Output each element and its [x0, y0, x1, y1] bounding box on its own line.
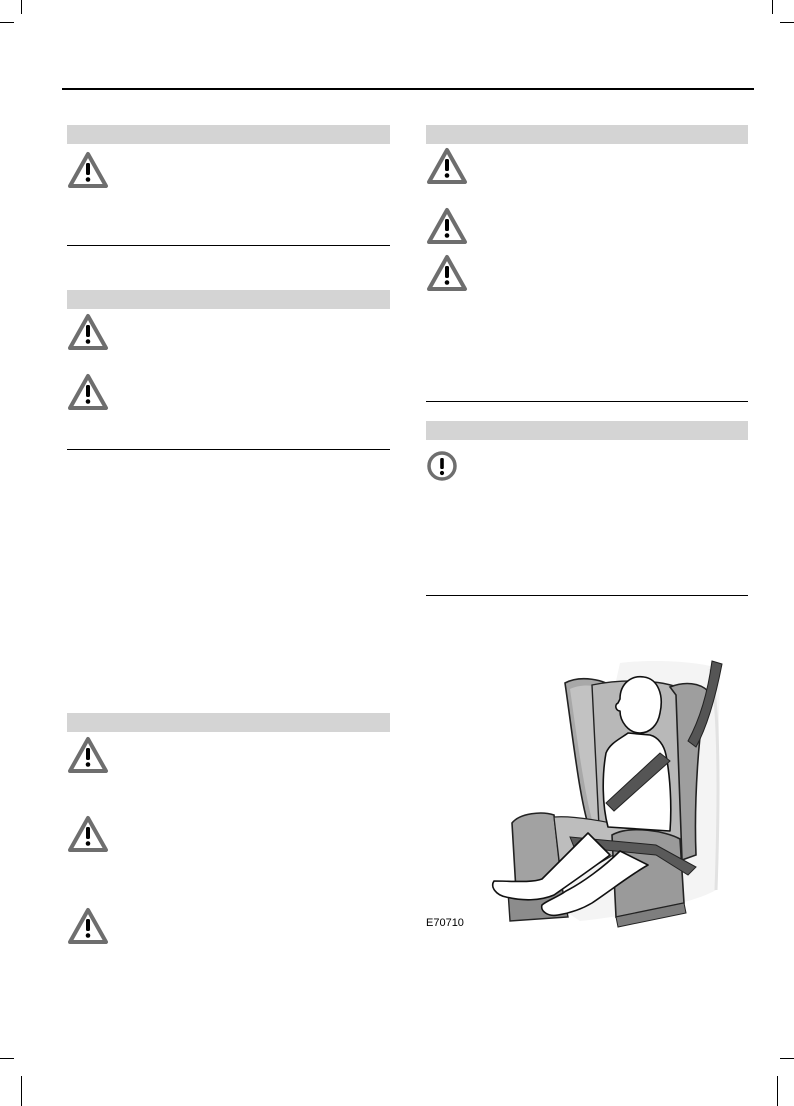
header-rule [62, 88, 754, 90]
crop-mark [772, 0, 773, 14]
section-bar [426, 421, 748, 440]
child-booster-cushion-illustration [470, 655, 750, 935]
section-bar [426, 125, 748, 144]
section-bar [67, 290, 390, 309]
crop-mark [21, 0, 22, 14]
section-rule [67, 245, 390, 246]
section-rule [67, 449, 390, 450]
warning-triangle-icon [67, 313, 109, 351]
crop-mark [21, 1076, 22, 1106]
section-rule [426, 595, 748, 596]
warning-triangle-icon [426, 254, 468, 292]
section-bar [67, 713, 390, 732]
warning-triangle-icon [426, 207, 468, 245]
warning-triangle-icon [67, 151, 109, 189]
section-bar [67, 125, 390, 144]
warning-triangle-icon [67, 907, 109, 945]
crop-mark [0, 1058, 14, 1059]
crop-mark [780, 22, 794, 23]
figure-label: E70710 [426, 917, 464, 929]
warning-triangle-icon [67, 736, 109, 774]
crop-mark [0, 22, 14, 23]
warning-triangle-icon [67, 815, 109, 853]
notice-circle-icon [426, 450, 458, 482]
crop-mark [780, 1058, 794, 1059]
section-rule [426, 401, 748, 402]
crop-mark [777, 1076, 778, 1106]
warning-triangle-icon [426, 147, 468, 185]
warning-triangle-icon [67, 373, 109, 411]
